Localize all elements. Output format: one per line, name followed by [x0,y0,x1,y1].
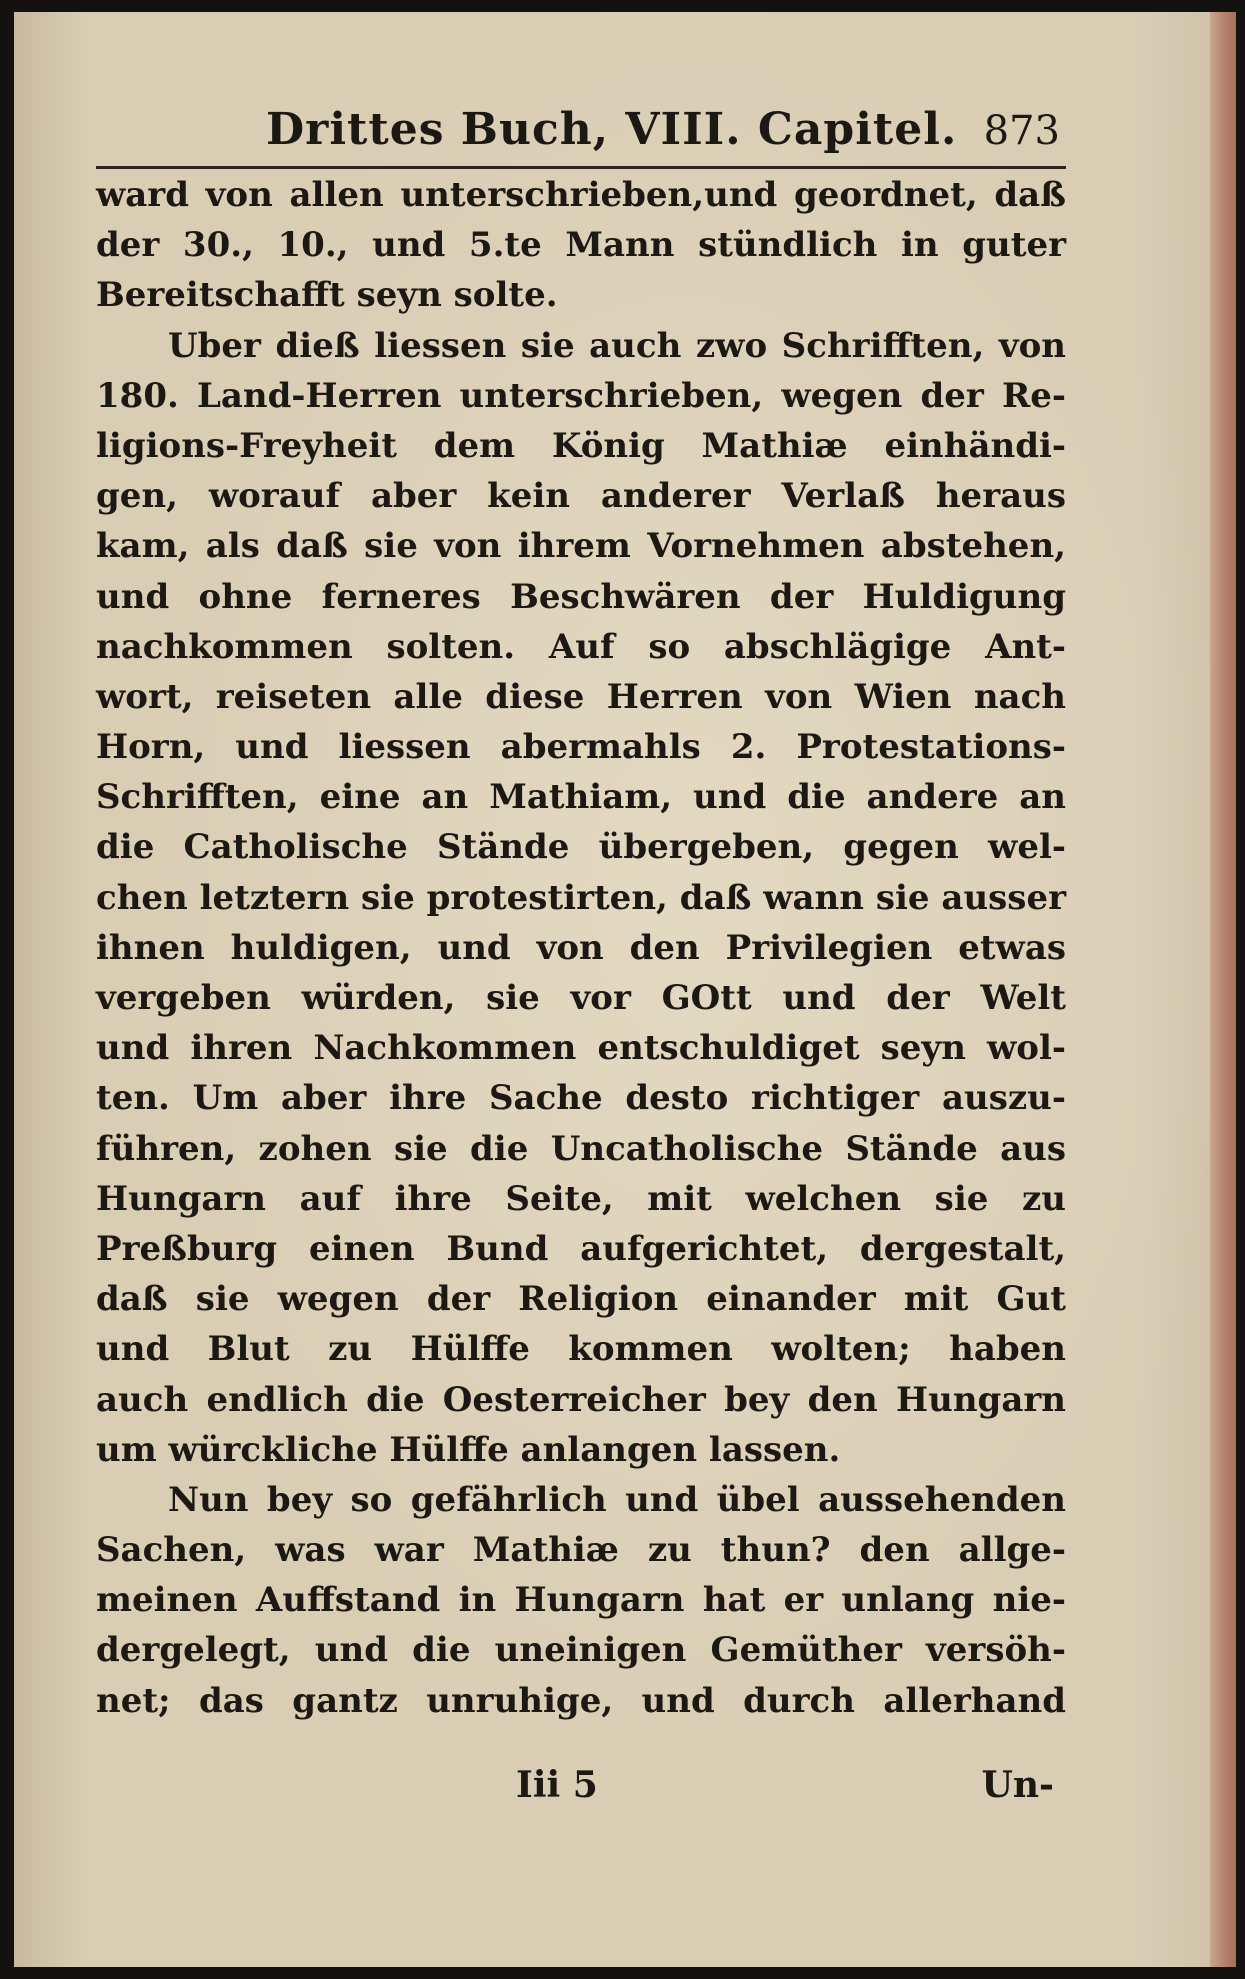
text-line: ligions-Freyheit dem König Mathiæ einhändi- [96,425,1066,466]
text-line: Hungarn auf ihre Seite, mit welchen sie zu [96,1178,1066,1219]
text-line: wort, reiseten alle diese Herren von Wien nach [96,676,1066,717]
text-line: gen, worauf aber kein anderer Verlaß heraus [96,476,1066,517]
header-rule [96,166,1066,169]
text-line: um würckliche Hülffe anlangen lassen. [96,1429,841,1470]
text-line: ihnen huldigen, und von den Privilegien etwas [96,927,1066,968]
text-line: chen letztern sie protestirten, daß wann sie ausser [96,877,1066,918]
page-footer [96,1764,1066,1824]
text-line: Nun bey so gefährlich und übel aussehenden [168,1479,1066,1520]
body-text [96,170,1066,1726]
text-line: Preßburg einen Bund aufgerichtet, dergestalt, [96,1228,1066,1269]
text-line: und ihren Nachkommen entschuldiget seyn wol- [96,1028,1066,1069]
running-head: Drittes Buch, VIII. Capitel. [266,104,958,155]
text-line: Sachen, was war Mathiæ zu thun? den allge- [96,1530,1066,1571]
text-line: meinen Auffstand in Hungarn hat er unlang nie- [96,1580,1066,1621]
text-line: kam, als daß sie von ihrem Vornehmen abstehen, [96,526,1066,567]
book-page [14,12,1236,1967]
text-line: und ohne ferneres Beschwären der Huldigung [96,576,1066,617]
page-number: 873 [983,108,1060,154]
text-line: ward von allen unterschrieben,und geordnet, daß [96,175,1066,215]
text-line: führen, zohen sie die Uncatholische Stände aus [96,1128,1066,1169]
text-line: und Blut zu Hülffe kommen wolten; haben [96,1329,1066,1370]
page-header [96,98,1066,168]
text-line: nachkommen solten. Auf so abschlägige Ant- [96,626,1066,667]
text-line: auch endlich die Oesterreicher bey den Hungarn [96,1379,1066,1420]
text-line: dergelegt, und die uneinigen Gemüther versöh- [96,1630,1066,1671]
text-line: vergeben würden, sie vor GOtt und der Welt [96,978,1066,1018]
text-line: Horn, und liessen abermahls 2. Protestations- [96,727,1066,768]
text-line: daß sie wegen der Religion einander mit Gut [96,1279,1066,1320]
text-line: Bereitschafft seyn solte. [96,275,558,316]
text-line: ten. Um aber ihre Sache desto richtiger auszu- [96,1078,1066,1119]
text-line: die Catholische Stände übergeben, gegen wel- [96,827,1066,868]
catchword: Un- [981,1764,1054,1806]
text-line: net; das gantz unruhige, und durch allerhand [96,1680,1066,1721]
signature-mark: Iii 5 [516,1764,598,1806]
text-line: Uber dieß liessen sie auch zwo Schrifften, von [168,325,1066,366]
text-line: der 30., 10., und 5.te Mann stündlich in guter [96,225,1066,266]
text-line: Schrifften, eine an Mathiam, und die andere an [96,777,1066,818]
page-fore-edge [1210,12,1236,1967]
text-line: 180. Land-Herren unterschrieben, wegen der Re- [96,375,1066,416]
